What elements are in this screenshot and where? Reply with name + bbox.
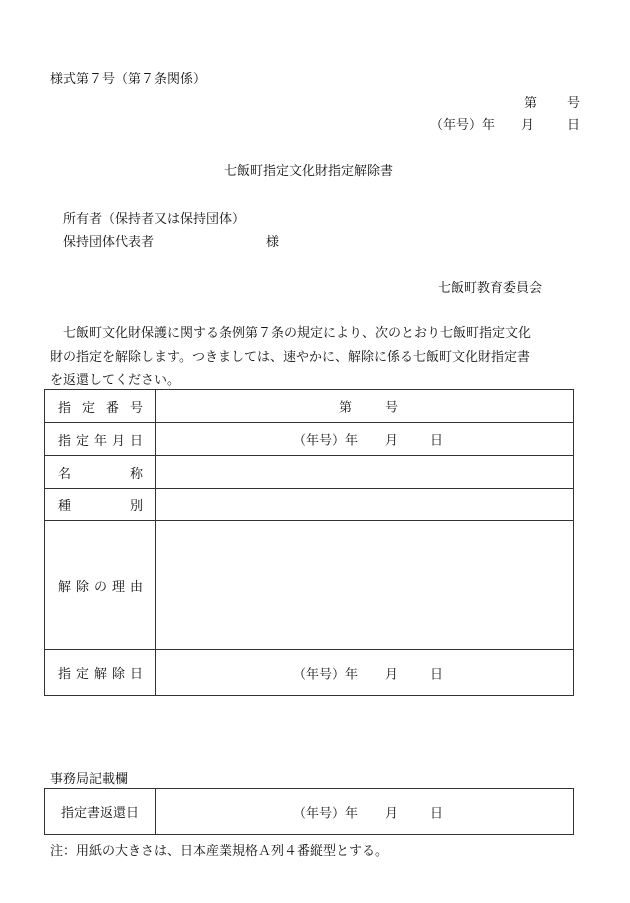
- row-value: [156, 521, 574, 650]
- return-date-value: [156, 789, 574, 835]
- document-title: 七飯町指定文化財指定解除書: [224, 164, 394, 179]
- row-label-char: 月: [111, 433, 125, 449]
- header-date-era: （年号）年: [430, 118, 496, 133]
- row-label: [45, 390, 156, 423]
- row-label-char: 定: [75, 667, 89, 682]
- row-label: [45, 650, 156, 696]
- details-table: [44, 389, 574, 696]
- row-label: [45, 489, 156, 521]
- row-label-char: 由: [129, 579, 143, 595]
- row-label-char: 名: [58, 466, 72, 482]
- date-month: 月: [385, 667, 399, 682]
- row-label: [45, 456, 156, 489]
- row-label-char: 号: [129, 400, 143, 416]
- date-era: （年号）年: [293, 667, 359, 682]
- row-label-char: 理: [111, 579, 125, 595]
- table-row: [45, 423, 574, 456]
- row-label-char: 定: [75, 433, 89, 449]
- table-row: [45, 489, 574, 521]
- return-date-month: 月: [385, 806, 399, 821]
- row-value: [156, 423, 574, 456]
- row-label-char: の: [93, 579, 107, 595]
- row-label-char: 別: [129, 499, 143, 514]
- row-value: [156, 456, 574, 489]
- row-label-char: 除: [75, 579, 89, 595]
- row-value: [156, 489, 574, 521]
- date-day: 日: [430, 667, 444, 682]
- row-label-char: 日: [129, 667, 143, 682]
- row-label-char: 番: [105, 400, 119, 416]
- issuer: 七飯町教育委員会: [438, 281, 543, 296]
- header-date-day: 日: [567, 118, 581, 133]
- row-label-char: 種: [58, 499, 72, 514]
- doc-number-dai: 第: [524, 96, 538, 111]
- row-label: [45, 423, 156, 456]
- return-date-era: （年号）年: [293, 806, 359, 821]
- row-label-char: 年: [93, 433, 107, 449]
- row-label-char: 日: [129, 433, 143, 449]
- addressee-representative: 保持団体代表者: [63, 235, 155, 250]
- table-row: [45, 390, 574, 423]
- row-label-char: 称: [129, 466, 143, 482]
- date-month: 月: [385, 433, 399, 449]
- number-go: 号: [385, 400, 399, 416]
- doc-number-go: 号: [567, 96, 581, 111]
- number-dai: 第: [339, 400, 353, 416]
- table-row: [45, 521, 574, 650]
- row-label-char: 指: [58, 433, 72, 449]
- office-table: [44, 788, 574, 835]
- date-day: 日: [430, 433, 444, 449]
- body-text: [50, 322, 580, 393]
- table-row: [45, 456, 574, 489]
- row-label-char: 定: [81, 400, 95, 416]
- table-row: [45, 650, 574, 696]
- addressee-owner: 所有者（保持者又は保持団体）: [63, 212, 246, 227]
- body-line: を返還してください。: [50, 373, 181, 388]
- office-heading: 事務局記載欄: [50, 772, 129, 787]
- row-value: [156, 650, 574, 696]
- row-value: [156, 390, 574, 423]
- row-label-char: 指: [58, 667, 72, 682]
- header-date-month: 月: [521, 118, 535, 133]
- row-label-char: 解: [58, 579, 72, 595]
- addressee-honorific: 様: [266, 235, 280, 250]
- row-label: [45, 521, 156, 650]
- row-label-char: 除: [111, 667, 125, 682]
- row-label-char: 指: [58, 400, 72, 416]
- body-line: 七飯町文化財保護に関する条例第７条の規定により、次のとおり七飯町指定文化: [63, 326, 532, 341]
- date-era: （年号）年: [293, 433, 359, 449]
- body-line: 財の指定を解除します。つきましては、速やかに、解除に係る七飯町文化財指定書: [50, 349, 530, 365]
- return-date-label: 指定書返還日: [45, 789, 156, 835]
- form-number: 様式第７号（第７条関係）: [50, 72, 207, 87]
- row-label-char: 解: [93, 667, 107, 682]
- return-date-day: 日: [430, 806, 444, 821]
- note: 注：用紙の大きさは、日本産業規格Ａ列４番縦型とする。: [50, 844, 389, 859]
